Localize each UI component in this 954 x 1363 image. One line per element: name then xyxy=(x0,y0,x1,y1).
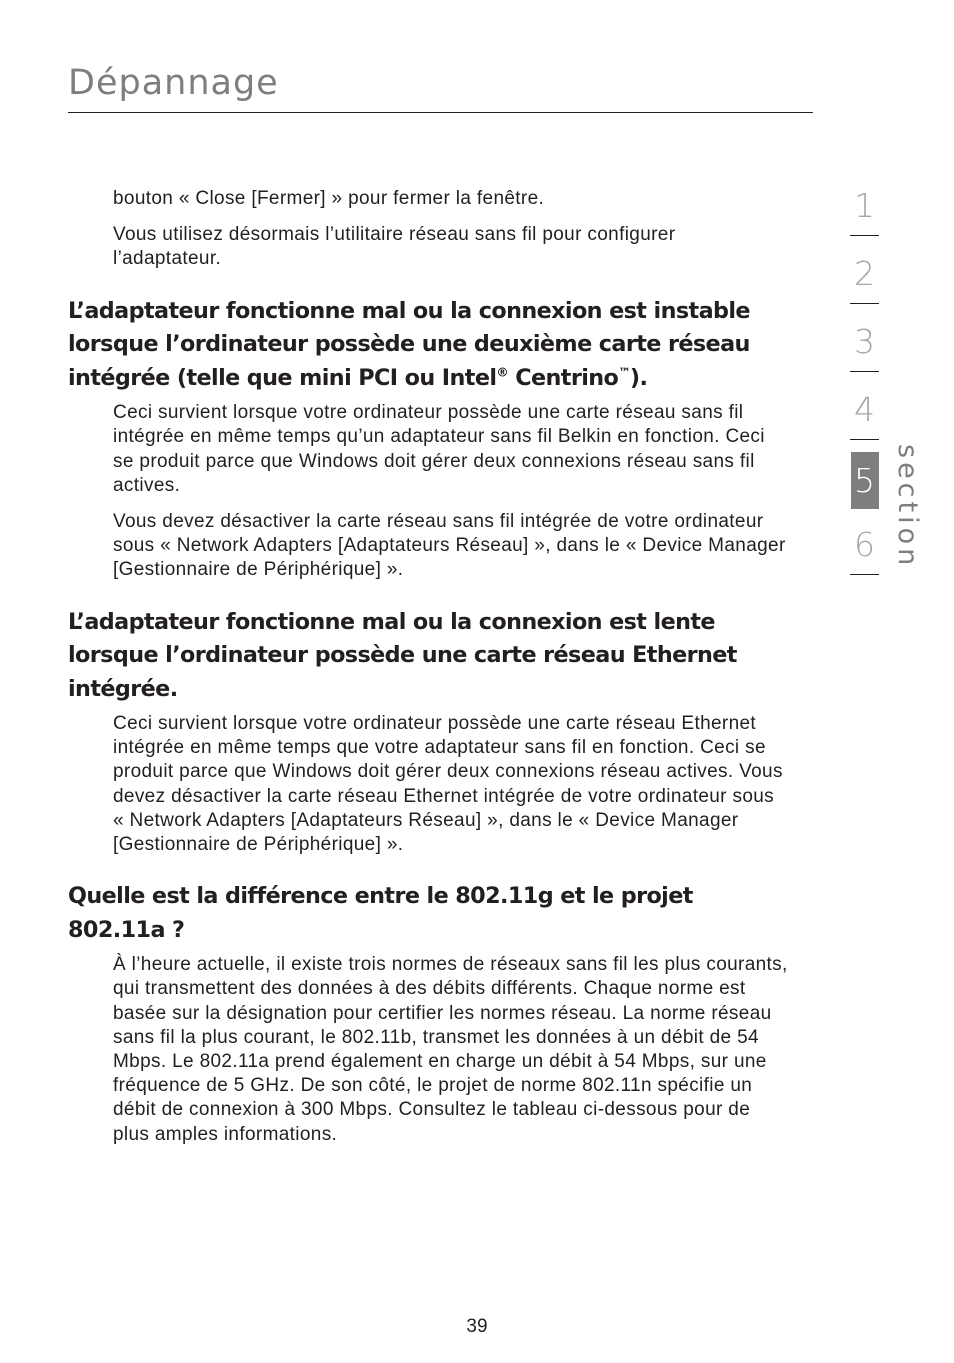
section-tab-number: 2 xyxy=(854,254,875,293)
page-number: 39 xyxy=(466,1316,488,1337)
heading-unstable-connection xyxy=(68,295,788,396)
paragraph-slow-1: Ceci survient lorsque votre ordinateur possède une carte réseau Ethernet intégrée en même temps que votre adaptateur sans fil en fonction. Ceci se produit parce que Windows doit gérer deux connexions réseau actives. Vous devez désactiver la carte réseau Ethernet intégrée de votre ordinateur sous « Network Adapters [Adaptateurs Réseau] », dans le « Device Manager [Gestionnaire de Périphérique] ». xyxy=(113,713,783,856)
trademark-mark: ™ xyxy=(618,365,630,380)
title-divider xyxy=(68,112,813,113)
section-tab-3[interactable] xyxy=(850,316,879,372)
section-tab-5-active[interactable] xyxy=(850,452,879,507)
page-title: Dépannage xyxy=(68,63,279,103)
section-tab-4[interactable] xyxy=(850,384,879,440)
section-nav xyxy=(850,180,880,587)
paragraph-unstable-1: Ceci survient lorsque votre ordinateur possède une carte réseau sans fil intégrée en même temps qu’un adaptateur sans fil Belkin en fonction. Ceci se produit parce que Windows doit gérer deux connexions réseau sans fil actives. xyxy=(113,402,765,496)
section-tab-6[interactable] xyxy=(850,519,879,575)
heading-unstable-text-2: Centrino xyxy=(508,364,619,391)
section-tab-number: 4 xyxy=(854,390,875,429)
main-content xyxy=(68,187,788,1159)
section-tab-number: 3 xyxy=(854,322,875,361)
heading-unstable-text-3: ). xyxy=(629,364,648,391)
heading-unstable-text-1: L’adaptateur fonctionne mal ou la connexion est instable lorsque l’ordinateur possède une deuxième carte réseau intégrée (telle que mini PCI ou Intel xyxy=(68,297,750,391)
heading-80211-difference: Quelle est la différence entre le 802.11g et le projet 802.11a ? xyxy=(68,883,693,943)
registered-mark: ® xyxy=(496,365,509,380)
section-label: section xyxy=(892,444,923,570)
section-tab-2[interactable] xyxy=(850,248,879,304)
paragraph-unstable-2: Vous devez désactiver la carte réseau sans fil intégrée de votre ordinateur sous « Network Adapters [Adaptateurs Réseau] », dans le « Device Manager [Gestionnaire de Périphérique] ». xyxy=(113,510,786,581)
section-tab-1[interactable] xyxy=(850,180,879,236)
section-tab-number: 6 xyxy=(854,525,875,564)
heading-slow-connection: L’adaptateur fonctionne mal ou la connexion est lente lorsque l’ordinateur possède une carte réseau Ethernet intégrée. xyxy=(68,608,737,702)
paragraph-80211-1: À l’heure actuelle, il existe trois normes de réseaux sans fil les plus courants, qui transmettent des données à des débits différents. Chaque norme est basée sur la désignation pour certifier les normes réseau. La norme réseau sans fil la plus courant, le 802.11b, transmet les données à un débit de 54 Mbps. Le 802.11a prend également en charge un débit à 54 Mbps, sur une fréquence de 5 GHz. De son côté, le projet de norme 802.11n spécifie un débit de connexion à 300 Mbps. Consultez le tableau ci-dessous pour de plus amples informations. xyxy=(113,954,788,1145)
section-tab-number: 5 xyxy=(854,461,875,500)
intro-paragraph-1: bouton « Close [Fermer] » pour fermer la fenêtre. xyxy=(113,188,545,209)
section-tab-number: 1 xyxy=(854,186,875,225)
intro-paragraph-2: Vous utilisez désormais l’utilitaire réseau sans fil pour configurer l’adaptateur. xyxy=(113,224,676,270)
